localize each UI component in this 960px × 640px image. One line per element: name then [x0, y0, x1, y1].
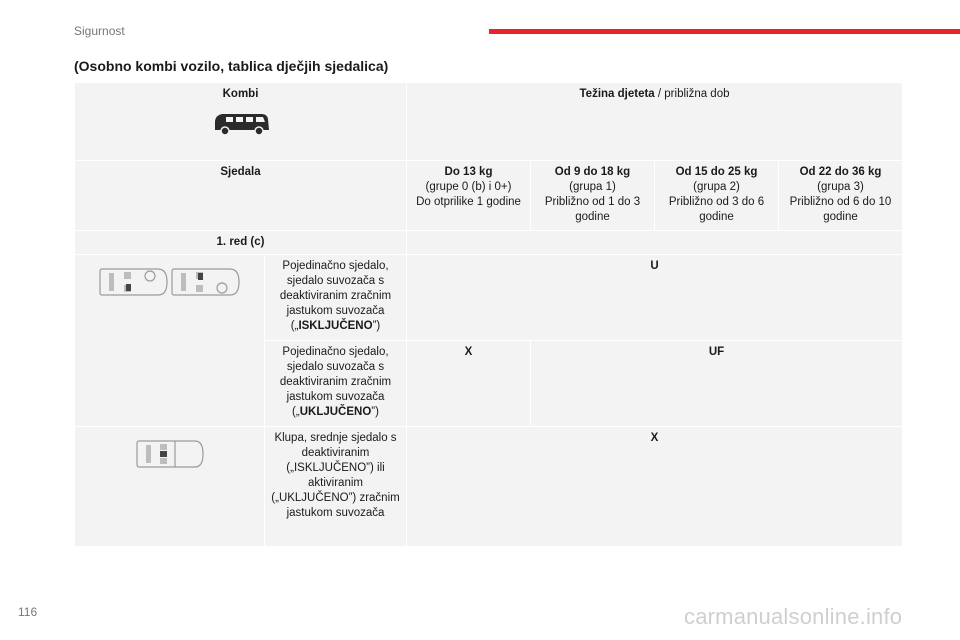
page-title: (Osobno kombi vozilo, tablica dječjih sjedalica)	[74, 58, 389, 74]
group-weight: Od 15 do 25 kg	[675, 166, 758, 178]
seats-label: Sjedala	[75, 161, 407, 231]
group-name: (grupe 0 (b) i 0+)	[425, 181, 512, 193]
bench-seat-diagram-icon	[135, 437, 205, 471]
seat-on-value-groups123: UF	[531, 341, 903, 427]
child-seat-table	[74, 82, 903, 547]
seat-off-value: U	[407, 255, 903, 341]
watermark: carmanualsonline.info	[684, 604, 903, 629]
seat-off-state: ISKLJUČENO	[298, 320, 373, 332]
seat-on-desc	[265, 341, 407, 427]
page-number: 116	[18, 605, 38, 619]
group-cell-1	[531, 161, 655, 231]
group-weight: Od 22 do 36 kg	[799, 166, 882, 178]
bench-value: X	[407, 427, 903, 547]
seat-on-value-group0: X	[407, 341, 531, 427]
group-weight: Od 9 do 18 kg	[554, 166, 631, 178]
bench-desc: Klupa, srednje sjedalo s deaktiviranim („ISKLJUČENO”) ili aktiviranim („UKLJUČENO”) zračnim jastukom suvozača	[265, 427, 407, 547]
group-age: Približno od 3 do 6 godine	[668, 196, 765, 223]
group-cell-3	[779, 161, 903, 231]
row1-empty	[407, 231, 903, 255]
seat-on-state: UKLJUČENO	[299, 406, 372, 418]
seat-on-quote-open: („	[292, 406, 300, 418]
seat-off-quote-open: („	[290, 320, 299, 332]
bench-diagram-cell	[75, 427, 265, 547]
group-age: Približno od 1 do 3 godine	[544, 196, 641, 223]
header-accent-bar	[489, 29, 960, 34]
group-age: Do otprilike 1 godine	[416, 196, 521, 208]
group-age: Približno od 6 do 10 godine	[789, 196, 892, 223]
section-title: Sigurnost	[74, 24, 125, 38]
group-cell-2	[655, 161, 779, 231]
group-name: (grupa 2)	[693, 181, 740, 193]
seat-off-quote-close: ”)	[372, 320, 381, 332]
seat-on-text: Pojedinačno sjedalo, sjedalo suvozača s deaktiviranim zračnim jastukom suvozača	[279, 346, 392, 403]
weight-header-bold: Težina djeteta	[579, 88, 655, 100]
kombi-header-cell	[75, 83, 407, 161]
group-cell-0	[407, 161, 531, 231]
group-weight: Do 13 kg	[444, 166, 493, 178]
front-seat-diagram-cell	[75, 255, 265, 427]
weight-header-rest: / približna dob	[654, 88, 730, 100]
kombi-label: Kombi	[222, 88, 259, 100]
seat-off-text: Pojedinačno sjedalo, sjedalo suvozača s deaktiviranim zračnim jastukom suvozača	[279, 260, 392, 317]
van-icon	[212, 110, 270, 138]
front-seat-diagram-icon	[98, 265, 242, 299]
group-name: (grupa 1)	[569, 181, 616, 193]
row1-label: 1. red (c)	[75, 231, 407, 255]
seat-off-desc	[265, 255, 407, 341]
seat-on-quote-close: ”)	[371, 406, 379, 418]
weight-header-cell	[407, 83, 903, 161]
group-name: (grupa 3)	[817, 181, 864, 193]
